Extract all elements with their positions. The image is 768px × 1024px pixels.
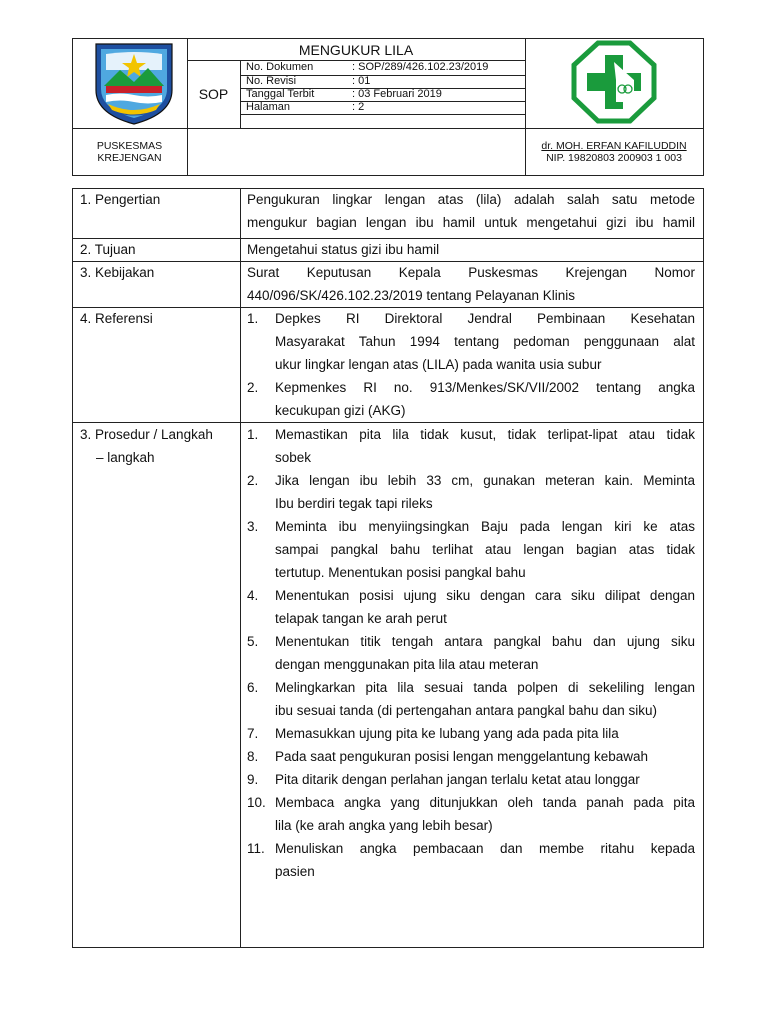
item-line: sobek: [275, 450, 312, 465]
org-name-line2: KREJENGAN: [97, 152, 162, 164]
meta-value-no-revisi: : 01: [352, 75, 371, 87]
item-number: 6.: [247, 680, 259, 695]
meta-value-halaman: : 2: [352, 101, 365, 113]
regional-emblem-logo: [90, 40, 178, 126]
signer-nip: NIP. 19820803 200903 1 003: [546, 152, 682, 164]
prosedur-item: [247, 423, 695, 469]
pengertian-label: 1. Pengertian: [80, 192, 161, 207]
prosedur-item: [247, 469, 695, 515]
item-line: ibu sesuai tanda (di pertengahan antara pangkal bahu dan siku): [275, 703, 658, 718]
item-number: 8.: [247, 749, 259, 764]
pengertian-line: mengukur bagian lengan ibu hamil untuk mengetahui gizi ibu hamil: [247, 215, 695, 230]
document-title: MENGUKUR LILA: [298, 42, 414, 58]
tujuan-text: Mengetahui status gizi ibu hamil: [247, 242, 440, 257]
item-line: Depkes RI Direktoral Jendral Pembinaan Kesehatan: [275, 311, 695, 326]
item-line: Memastikan pita lila tidak kusut, tidak terlipat-lipat atau tidak: [275, 427, 695, 442]
prosedur-label-line2: – langkah: [96, 450, 155, 465]
item-line: Jika lengan ibu lebih 33 cm, gunakan meteran kain. Meminta: [275, 473, 695, 488]
item-number: 1.: [247, 311, 259, 326]
item-number: 2.: [247, 380, 259, 395]
prosedur-item: [247, 791, 695, 837]
puskesmas-logo: [568, 40, 660, 126]
prosedur-item: [247, 768, 695, 791]
meta-label-tanggal-terbit: Tanggal Terbit: [246, 88, 315, 100]
item-line: Kepmenkes RI no. 913/Menkes/SK/VII/2002 tentang angka: [275, 380, 695, 395]
item-line: Ibu berdiri tegak tapi rileks: [275, 496, 433, 511]
prosedur-item: [247, 630, 695, 676]
prosedur-item: [247, 722, 695, 745]
meta-value-no-dokumen: : SOP/289/426.102.23/2019: [352, 61, 489, 73]
item-line: telapak tangan ke arah perut: [275, 611, 447, 626]
item-line: dengan menggunakan pita lila atau meteran: [275, 657, 539, 672]
item-line: ukur lingkar lengan atas (LILA) pada wanita usia subur: [275, 357, 602, 372]
item-number: 1.: [247, 427, 259, 442]
prosedur-item: [247, 676, 695, 722]
kebijakan-line: Surat Keputusan Kepala Puskesmas Krejengan Nomor: [247, 265, 695, 280]
kebijakan-text: [247, 261, 695, 307]
item-line: Memasukkan ujung pita ke lubang yang ada pada pita lila: [275, 726, 619, 741]
sop-label: SOP: [198, 86, 229, 102]
item-line: pasien: [275, 864, 315, 879]
item-line: sampai pangkal bahu terlihat atau lengan bagian atas tidak: [275, 542, 695, 557]
kebijakan-label: 3. Kebijakan: [80, 265, 155, 280]
pengertian-text: [247, 188, 695, 234]
meta-value-tanggal-terbit: : 03 Februari 2019: [352, 88, 442, 100]
item-number: 9.: [247, 772, 259, 787]
item-line: Meminta ibu menyiingsingkan Baju pada lengan kiri ke atas: [275, 519, 695, 534]
tujuan-label: 2. Tujuan: [80, 242, 136, 257]
item-line: lila (ke arah angka yang lebih besar): [275, 818, 493, 833]
item-number: 11.: [247, 841, 265, 856]
item-number: 5.: [247, 634, 259, 649]
meta-label-no-revisi: No. Revisi: [246, 75, 297, 87]
item-number: 10.: [247, 795, 266, 810]
item-line: Pada saat pengukuran posisi lengan menggelantung kebawah: [275, 749, 649, 764]
referensi-list: [247, 307, 695, 422]
item-number: 3.: [247, 519, 259, 534]
item-line: tertutup. Menentukan posisi pangkal bahu: [275, 565, 526, 580]
referensi-item: [247, 376, 695, 422]
item-line: kecukupan gizi (AKG): [275, 403, 406, 418]
prosedur-item: [247, 515, 695, 584]
item-number: 4.: [247, 588, 259, 603]
prosedur-item: [247, 745, 695, 768]
referensi-item: [247, 307, 695, 376]
meta-label-halaman: Halaman: [246, 101, 291, 113]
prosedur-item: [247, 584, 695, 630]
item-line: Menuliskan angka pembacaan dan membe ritahu kepada: [275, 841, 695, 856]
prosedur-item: [247, 837, 695, 883]
org-name-line1: PUSKESMAS: [96, 140, 163, 152]
item-line: Menentukan titik tengah antara pangkal bahu dan ujung siku: [275, 634, 695, 649]
item-line: Membaca angka yang ditunjukkan oleh tanda panah pada pita: [275, 795, 695, 810]
item-line: Masyarakat Tahun 1994 tentang pedoman penggunaan alat: [275, 334, 695, 349]
kebijakan-line: 440/096/SK/426.102.23/2019 tentang Pelayanan Klinis: [247, 288, 576, 303]
meta-label-no-dokumen: No. Dokumen: [246, 61, 314, 73]
item-number: 2.: [247, 473, 259, 488]
prosedur-list: [247, 423, 695, 883]
pengertian-line: Pengukuran lingkar lengan atas (lila) adalah salah satu metode: [247, 192, 695, 207]
prosedur-label-line1: 3. Prosedur / Langkah: [80, 427, 213, 442]
item-line: Menentukan posisi ujung siku dengan cara siku dilipat dengan: [275, 588, 695, 603]
item-line: Pita ditarik dengan perlahan jangan terlalu ketat atau longgar: [275, 772, 640, 787]
referensi-label: 4. Referensi: [80, 311, 153, 326]
signer-name: dr. MOH. ERFAN KAFILUDDIN: [541, 140, 687, 152]
item-line: Melingkarkan pita lila sesuai tanda polpen di sekeliling lengan: [275, 680, 695, 695]
item-number: 7.: [247, 726, 259, 741]
